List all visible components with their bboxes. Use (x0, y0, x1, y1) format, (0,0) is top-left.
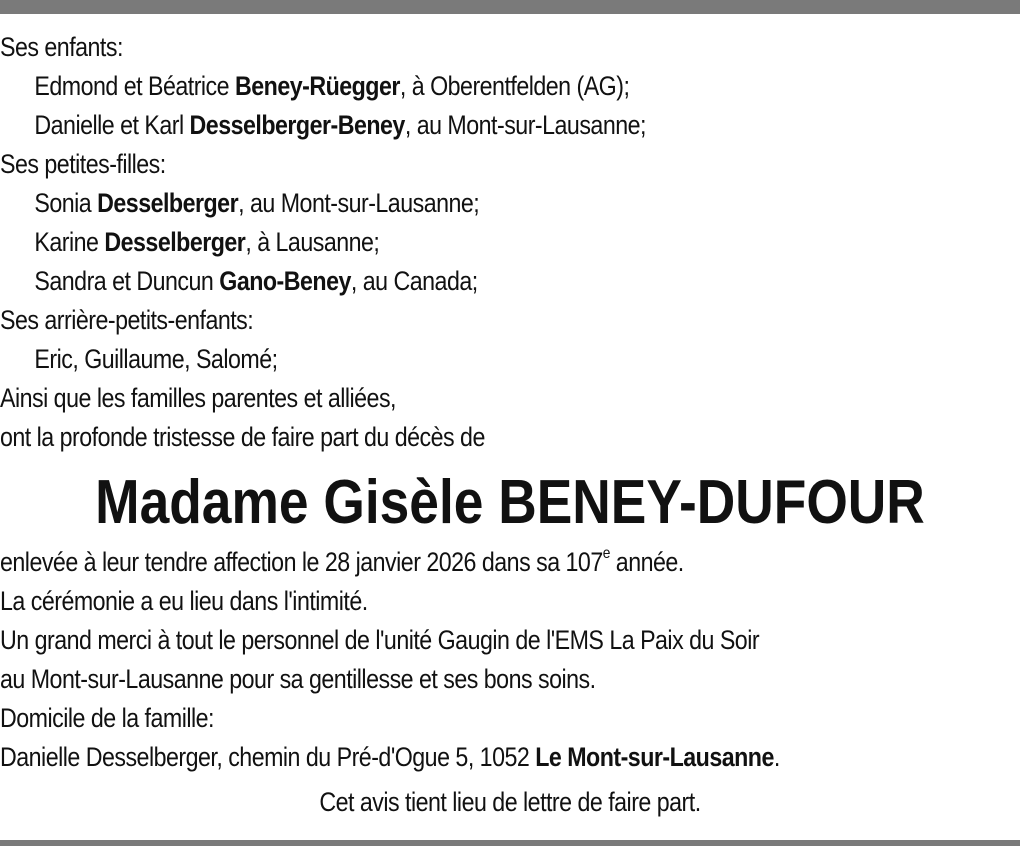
closing-line: Cet avis tient lieu de lettre de faire part. (319, 787, 701, 817)
announcement-line: ont la profonde tristesse de faire part du décès de (0, 422, 485, 452)
granddaughter-surname: Desselberger (104, 227, 246, 257)
child-surname: Desselberger-Beney (189, 110, 405, 140)
great-grandchildren-names: Eric, Guillaume, Salomé; (34, 344, 278, 374)
thanks-line: Un grand merci à tout le personnel de l'unité Gaugin de l'EMS La Paix du Soir (0, 625, 760, 655)
granddaughter-entry: Sonia Desselberger, au Mont-sur-Lausanne; (34, 188, 480, 218)
granddaughter-entry: Sandra et Duncun Gano-Beney, au Canada; (34, 266, 478, 296)
bottom-rule (0, 840, 1020, 846)
domicile-address: Danielle Desselberger, chemin du Pré-d'Ogue 5, 1052 Le Mont-sur-Lausanne. (0, 742, 780, 772)
great-grandchildren-heading: Ses arrière-petits-enfants: (0, 305, 254, 335)
child-surname: Beney-Rüegger (234, 71, 400, 101)
granddaughters-heading: Ses petites-filles: (0, 149, 166, 179)
top-rule (0, 0, 1020, 14)
death-date-line: enlevée à leur tendre affection le 28 janvier 2026 dans sa 107e année. (0, 545, 684, 577)
thanks-line: au Mont-sur-Lausanne pour sa gentillesse et ses bons soins. (0, 664, 596, 694)
deceased-name: Madame Gisèle BENEY-DUFOUR (95, 468, 925, 537)
death-notice (0, 28, 1020, 822)
granddaughter-entry: Karine Desselberger, à Lausanne; (34, 227, 380, 257)
granddaughter-surname: Desselberger (97, 188, 239, 218)
children-heading: Ses enfants: (0, 32, 123, 62)
child-entry: Danielle et Karl Desselberger-Beney, au Mont-sur-Lausanne; (34, 110, 646, 140)
ceremony-line: La cérémonie a eu lieu dans l'intimité. (0, 586, 368, 616)
domicile-heading: Domicile de la famille: (0, 703, 214, 733)
domicile-town: Le Mont-sur-Lausanne (535, 742, 774, 772)
granddaughter-surname: Gano-Beney (219, 266, 351, 296)
families-line: Ainsi que les familles parentes et alliées, (0, 383, 396, 413)
child-entry: Edmond et Béatrice Beney-Rüegger, à Oberentfelden (AG); (34, 71, 630, 101)
